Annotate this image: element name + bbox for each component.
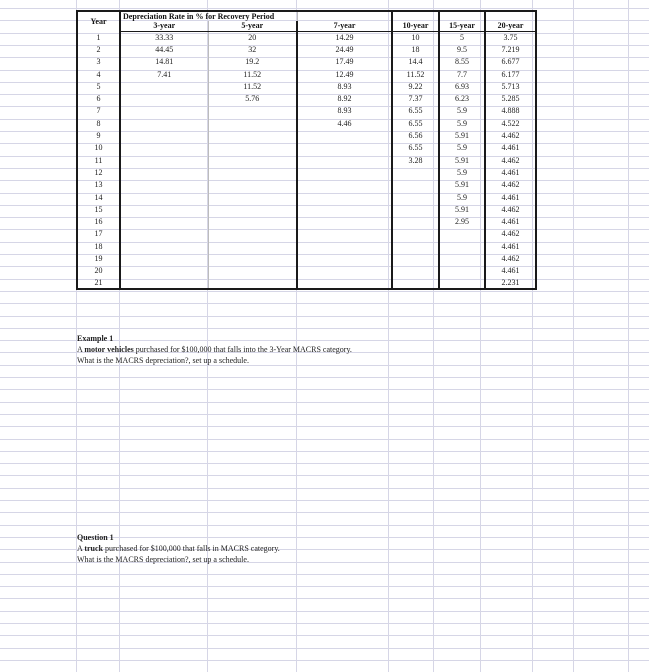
cell-15-year xyxy=(439,228,485,240)
cell-3-year xyxy=(120,265,208,277)
header-spacer xyxy=(392,11,439,21)
cell-5-year xyxy=(208,191,297,203)
question-line-2: What is the MACRS depreciation?, set up a schedule. xyxy=(77,555,249,564)
table-row xyxy=(77,240,536,252)
cell-year: 2 xyxy=(77,43,120,55)
cell-10-year: 6.56 xyxy=(392,129,439,141)
group-header: Depreciation Rate in % for Recovery Period xyxy=(120,11,297,21)
cell-15-year xyxy=(439,277,485,289)
cell-year: 7 xyxy=(77,105,120,117)
cell-year: 20 xyxy=(77,265,120,277)
period-header-10-year: 10-year xyxy=(392,21,439,31)
cell-7-year: 8.93 xyxy=(297,80,392,92)
cell-7-year: 8.92 xyxy=(297,92,392,104)
cell-7-year: 12.49 xyxy=(297,68,392,80)
cell-10-year: 7.37 xyxy=(392,92,439,104)
cell-20-year: 4.461 xyxy=(485,142,536,154)
cell-20-year: 2.231 xyxy=(485,277,536,289)
period-header-15-year: 15-year xyxy=(439,21,485,31)
table-row xyxy=(77,105,536,117)
cell-5-year: 11.52 xyxy=(208,80,297,92)
cell-3-year xyxy=(120,203,208,215)
cell-year: 19 xyxy=(77,252,120,264)
cell-5-year xyxy=(208,154,297,166)
cell-7-year xyxy=(297,265,392,277)
header-spacer xyxy=(439,11,485,21)
cell-3-year xyxy=(120,179,208,191)
cell-15-year: 5.9 xyxy=(439,191,485,203)
cell-year: 5 xyxy=(77,80,120,92)
example-line-2: What is the MACRS depreciation?, set up a schedule. xyxy=(77,356,249,365)
cell-year: 17 xyxy=(77,228,120,240)
period-header-row xyxy=(77,21,536,31)
cell-3-year xyxy=(120,80,208,92)
cell-7-year xyxy=(297,154,392,166)
cell-3-year xyxy=(120,240,208,252)
cell-year: 4 xyxy=(77,68,120,80)
question-line-1-prefix: A xyxy=(77,544,85,553)
cell-7-year: 24.49 xyxy=(297,43,392,55)
cell-year: 6 xyxy=(77,92,120,104)
question-heading: Question 1 xyxy=(77,533,114,542)
cell-15-year: 5.9 xyxy=(439,117,485,129)
cell-7-year xyxy=(297,240,392,252)
cell-10-year: 6.55 xyxy=(392,117,439,129)
cell-7-year xyxy=(297,129,392,141)
cell-year: 16 xyxy=(77,215,120,227)
cell-20-year: 7.219 xyxy=(485,43,536,55)
cell-5-year xyxy=(208,203,297,215)
table-row xyxy=(77,129,536,141)
table-row xyxy=(77,43,536,55)
cell-3-year xyxy=(120,154,208,166)
cell-7-year: 14.29 xyxy=(297,31,392,43)
cell-7-year: 17.49 xyxy=(297,56,392,68)
cell-15-year: 5.91 xyxy=(439,203,485,215)
cell-10-year xyxy=(392,191,439,203)
cell-3-year xyxy=(120,215,208,227)
question-line-1-bold: truck xyxy=(84,544,104,553)
cell-7-year xyxy=(297,228,392,240)
cell-15-year xyxy=(439,265,485,277)
header-spacer xyxy=(485,11,536,21)
cell-20-year: 3.75 xyxy=(485,31,536,43)
cell-3-year xyxy=(120,92,208,104)
cell-7-year xyxy=(297,277,392,289)
cell-5-year: 20 xyxy=(208,31,297,43)
cell-year: 10 xyxy=(77,142,120,154)
cell-20-year: 4.888 xyxy=(485,105,536,117)
cell-15-year xyxy=(439,252,485,264)
table-row xyxy=(77,179,536,191)
table-header-row xyxy=(77,11,536,21)
cell-year: 15 xyxy=(77,203,120,215)
cell-10-year xyxy=(392,240,439,252)
table-row xyxy=(77,215,536,227)
cell-20-year: 4.462 xyxy=(485,228,536,240)
cell-5-year xyxy=(208,265,297,277)
cell-10-year xyxy=(392,166,439,178)
table-row xyxy=(77,166,536,178)
cell-5-year xyxy=(208,105,297,117)
example-block xyxy=(77,333,352,366)
cell-20-year: 5.285 xyxy=(485,92,536,104)
cell-7-year xyxy=(297,191,392,203)
table-body xyxy=(77,31,536,289)
cell-10-year: 10 xyxy=(392,31,439,43)
cell-year: 11 xyxy=(77,154,120,166)
cell-15-year: 5.9 xyxy=(439,105,485,117)
table-row xyxy=(77,142,536,154)
cell-5-year: 19.2 xyxy=(208,56,297,68)
cell-5-year xyxy=(208,252,297,264)
cell-20-year: 4.462 xyxy=(485,252,536,264)
table-row xyxy=(77,228,536,240)
table-row xyxy=(77,252,536,264)
cell-year: 9 xyxy=(77,129,120,141)
cell-year: 12 xyxy=(77,166,120,178)
cell-5-year xyxy=(208,277,297,289)
macrs-depreciation-table xyxy=(76,10,537,290)
cell-15-year: 6.23 xyxy=(439,92,485,104)
year-header: Year xyxy=(77,11,120,31)
cell-year: 21 xyxy=(77,277,120,289)
cell-7-year xyxy=(297,252,392,264)
cell-15-year: 8.55 xyxy=(439,56,485,68)
cell-15-year: 5.91 xyxy=(439,154,485,166)
cell-20-year: 4.462 xyxy=(485,203,536,215)
cell-7-year xyxy=(297,142,392,154)
cell-3-year xyxy=(120,191,208,203)
table-row xyxy=(77,154,536,166)
table-row xyxy=(77,68,536,80)
cell-5-year xyxy=(208,142,297,154)
cell-5-year xyxy=(208,129,297,141)
example-heading: Example 1 xyxy=(77,334,114,343)
cell-3-year xyxy=(120,105,208,117)
cell-10-year xyxy=(392,215,439,227)
cell-3-year xyxy=(120,166,208,178)
cell-10-year: 6.55 xyxy=(392,105,439,117)
period-header-5-year: 5-year xyxy=(208,21,297,31)
table-row xyxy=(77,277,536,289)
cell-3-year xyxy=(120,142,208,154)
cell-5-year: 5.76 xyxy=(208,92,297,104)
cell-5-year: 11.52 xyxy=(208,68,297,80)
table-row xyxy=(77,31,536,43)
cell-10-year: 3.28 xyxy=(392,154,439,166)
cell-3-year: 14.81 xyxy=(120,56,208,68)
table-row xyxy=(77,56,536,68)
cell-10-year: 9.22 xyxy=(392,80,439,92)
cell-3-year xyxy=(120,129,208,141)
cell-10-year xyxy=(392,252,439,264)
cell-7-year xyxy=(297,179,392,191)
cell-15-year: 2.95 xyxy=(439,215,485,227)
cell-5-year xyxy=(208,228,297,240)
cell-3-year xyxy=(120,228,208,240)
cell-10-year: 14.4 xyxy=(392,56,439,68)
cell-20-year: 4.461 xyxy=(485,166,536,178)
cell-3-year xyxy=(120,277,208,289)
cell-10-year xyxy=(392,179,439,191)
cell-10-year xyxy=(392,265,439,277)
cell-15-year: 5.91 xyxy=(439,129,485,141)
cell-5-year xyxy=(208,240,297,252)
cell-20-year: 4.461 xyxy=(485,191,536,203)
cell-5-year xyxy=(208,179,297,191)
cell-15-year: 5.9 xyxy=(439,142,485,154)
cell-year: 8 xyxy=(77,117,120,129)
cell-20-year: 4.462 xyxy=(485,154,536,166)
example-line-1 xyxy=(77,344,352,355)
cell-year: 3 xyxy=(77,56,120,68)
table-row xyxy=(77,203,536,215)
example-line-1-bold: motor vehicles xyxy=(84,345,134,354)
cell-7-year xyxy=(297,166,392,178)
cell-10-year xyxy=(392,277,439,289)
cell-10-year: 18 xyxy=(392,43,439,55)
period-header-3-year: 3-year xyxy=(120,21,208,31)
cell-20-year: 4.522 xyxy=(485,117,536,129)
cell-3-year: 7.41 xyxy=(120,68,208,80)
cell-20-year: 4.461 xyxy=(485,215,536,227)
cell-year: 14 xyxy=(77,191,120,203)
cell-10-year: 6.55 xyxy=(392,142,439,154)
cell-10-year xyxy=(392,203,439,215)
table-row xyxy=(77,265,536,277)
cell-15-year: 5.9 xyxy=(439,166,485,178)
cell-15-year: 7.7 xyxy=(439,68,485,80)
cell-15-year: 5.91 xyxy=(439,179,485,191)
cell-year: 1 xyxy=(77,31,120,43)
period-header-20-year: 20-year xyxy=(485,21,536,31)
cell-10-year xyxy=(392,228,439,240)
cell-3-year: 44.45 xyxy=(120,43,208,55)
example-line-1-prefix: A xyxy=(77,345,85,354)
table-row xyxy=(77,80,536,92)
cell-20-year: 4.462 xyxy=(485,179,536,191)
cell-5-year xyxy=(208,215,297,227)
cell-20-year: 6.177 xyxy=(485,68,536,80)
example-line-1-suffix: purchased for $100,000 that falls into the 3-Year MACRS category. xyxy=(133,345,352,354)
question-line-1 xyxy=(77,543,280,554)
cell-7-year: 8.93 xyxy=(297,105,392,117)
cell-7-year xyxy=(297,203,392,215)
cell-15-year: 5 xyxy=(439,31,485,43)
cell-20-year: 4.461 xyxy=(485,265,536,277)
question-line-1-suffix: purchased for $100,000 that falls in MACRS category. xyxy=(103,544,280,553)
cell-3-year: 33.33 xyxy=(120,31,208,43)
cell-20-year: 6.677 xyxy=(485,56,536,68)
cell-20-year: 4.462 xyxy=(485,129,536,141)
cell-15-year: 6.93 xyxy=(439,80,485,92)
cell-5-year xyxy=(208,117,297,129)
cell-7-year: 4.46 xyxy=(297,117,392,129)
cell-year: 13 xyxy=(77,179,120,191)
header-spacer xyxy=(297,11,392,21)
cell-15-year: 9.5 xyxy=(439,43,485,55)
table-row xyxy=(77,92,536,104)
cell-3-year xyxy=(120,252,208,264)
table-row xyxy=(77,117,536,129)
cell-year: 18 xyxy=(77,240,120,252)
cell-10-year: 11.52 xyxy=(392,68,439,80)
period-header-7-year: 7-year xyxy=(297,21,392,31)
cell-3-year xyxy=(120,117,208,129)
cell-5-year: 32 xyxy=(208,43,297,55)
table-row xyxy=(77,191,536,203)
question-block xyxy=(77,532,280,565)
cell-15-year xyxy=(439,240,485,252)
cell-5-year xyxy=(208,166,297,178)
cell-20-year: 4.461 xyxy=(485,240,536,252)
cell-7-year xyxy=(297,215,392,227)
cell-20-year: 5.713 xyxy=(485,80,536,92)
